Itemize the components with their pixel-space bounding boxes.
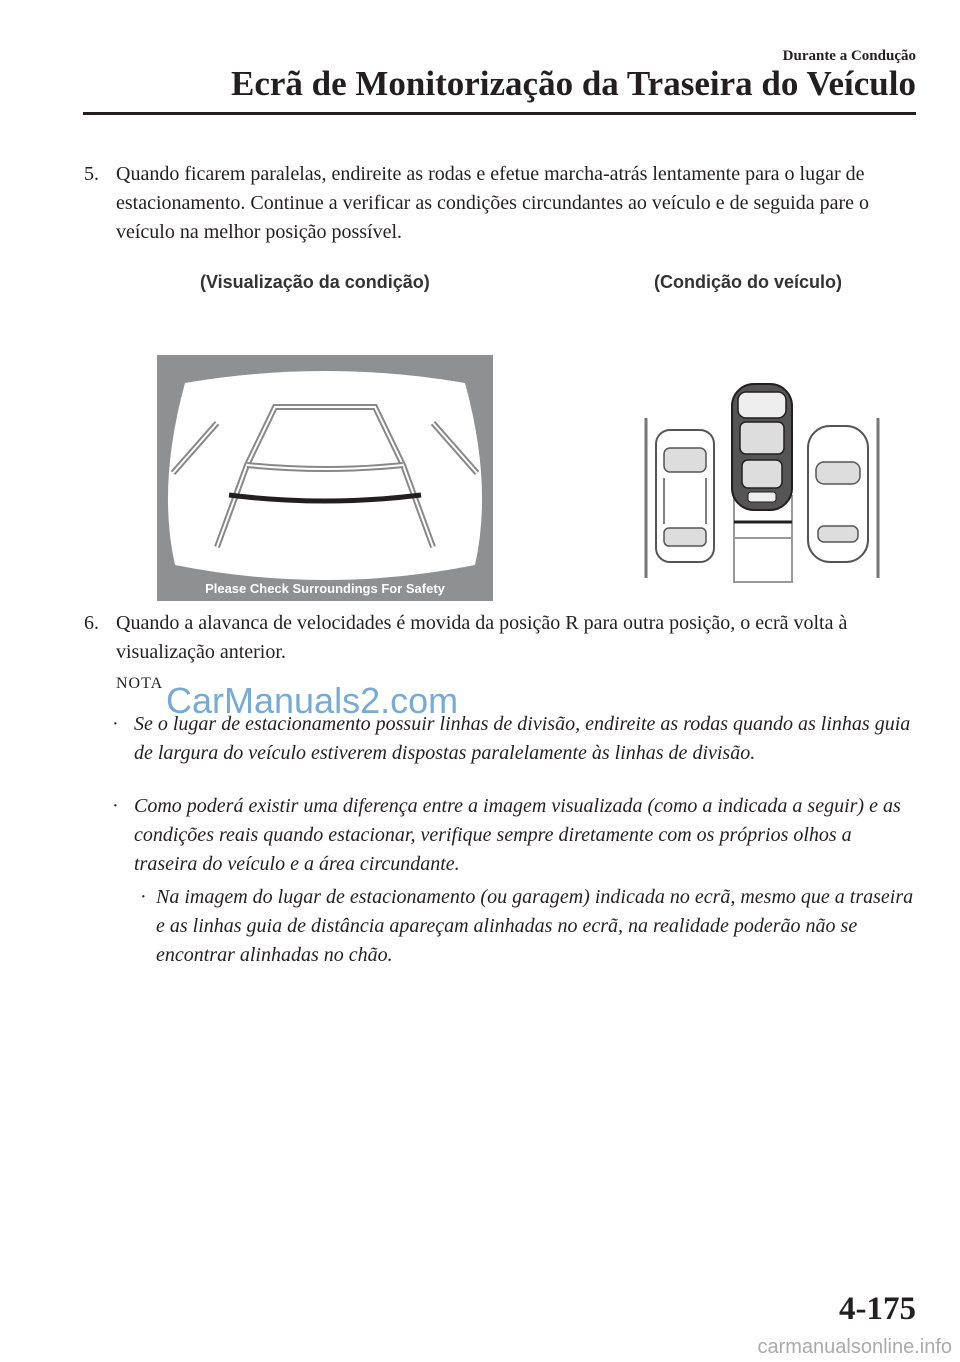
footer-url[interactable]: carmanualsonline.info [757,1336,952,1358]
section-label: Durante a Condução [782,48,916,64]
display-view-caption: (Visualização da condição) [200,272,430,292]
note-item [112,710,920,768]
note-item [112,792,920,879]
vehicle-condition-caption: (Condição do veículo) [654,272,843,292]
parked-car-right [808,426,868,562]
watermark: CarManuals2.com [166,680,459,721]
step-text: Quando ficarem paralelas, endireite as rodas e efetue marcha-atrás lentamente para o lugar de estacionamento. Continue a verificar as condições circundantes ao veículo e de seguida pare o veículo na melhor posição possível. [116,163,870,243]
step-6 [84,609,920,667]
reversing-car [732,384,792,510]
camera-view-area [168,371,482,580]
bullet-icon: · [112,795,119,817]
step-number: 6. [84,612,99,634]
header-divider [83,112,916,115]
note-item-text: Se o lugar de estacionamento possuir linhas de divisão, endireite as rodas quando as linhas guia de largura do veículo estiverem dispostas paralelamente às linhas de divisão. [134,713,911,764]
note-subitem-text: Na imagem do lugar de estacionamento (ou garagem) indicada no ecrã, mesmo que a traseira e as linhas guia de distância apareçam alinhadas no ecrã, na realidade poderão não se encontrar alinhadas no chão. [156,886,914,966]
rear-camera-display-illustration [157,355,493,601]
vehicle-top-view-illustration [638,378,884,584]
note-label: NOTA [116,675,164,692]
step-text: Quando a alavanca de velocidades é movida da posição R para outra posição, o ecrã volta à visualização anterior. [116,612,848,663]
screen-safety-message: Please Check Surroundings For Safety [205,581,445,596]
parked-car-left [656,430,714,562]
note-item-text: Como poderá existir uma diferença entre a imagem visualizada (como a indicada a seguir) e as condições reais quando estacionar, verifique sempre diretamente com os próprios olhos a traseira do veículo e a área circundante. [134,795,901,875]
bullet-icon: · [140,886,147,908]
chapter-title: Ecrã de Monitorização da Traseira do Veículo [230,64,916,103]
step-number: 5. [84,163,99,185]
note-subitem [140,883,920,970]
bullet-icon: · [112,713,119,735]
page-number: 4-175 [839,1291,916,1327]
step-5 [84,160,920,247]
